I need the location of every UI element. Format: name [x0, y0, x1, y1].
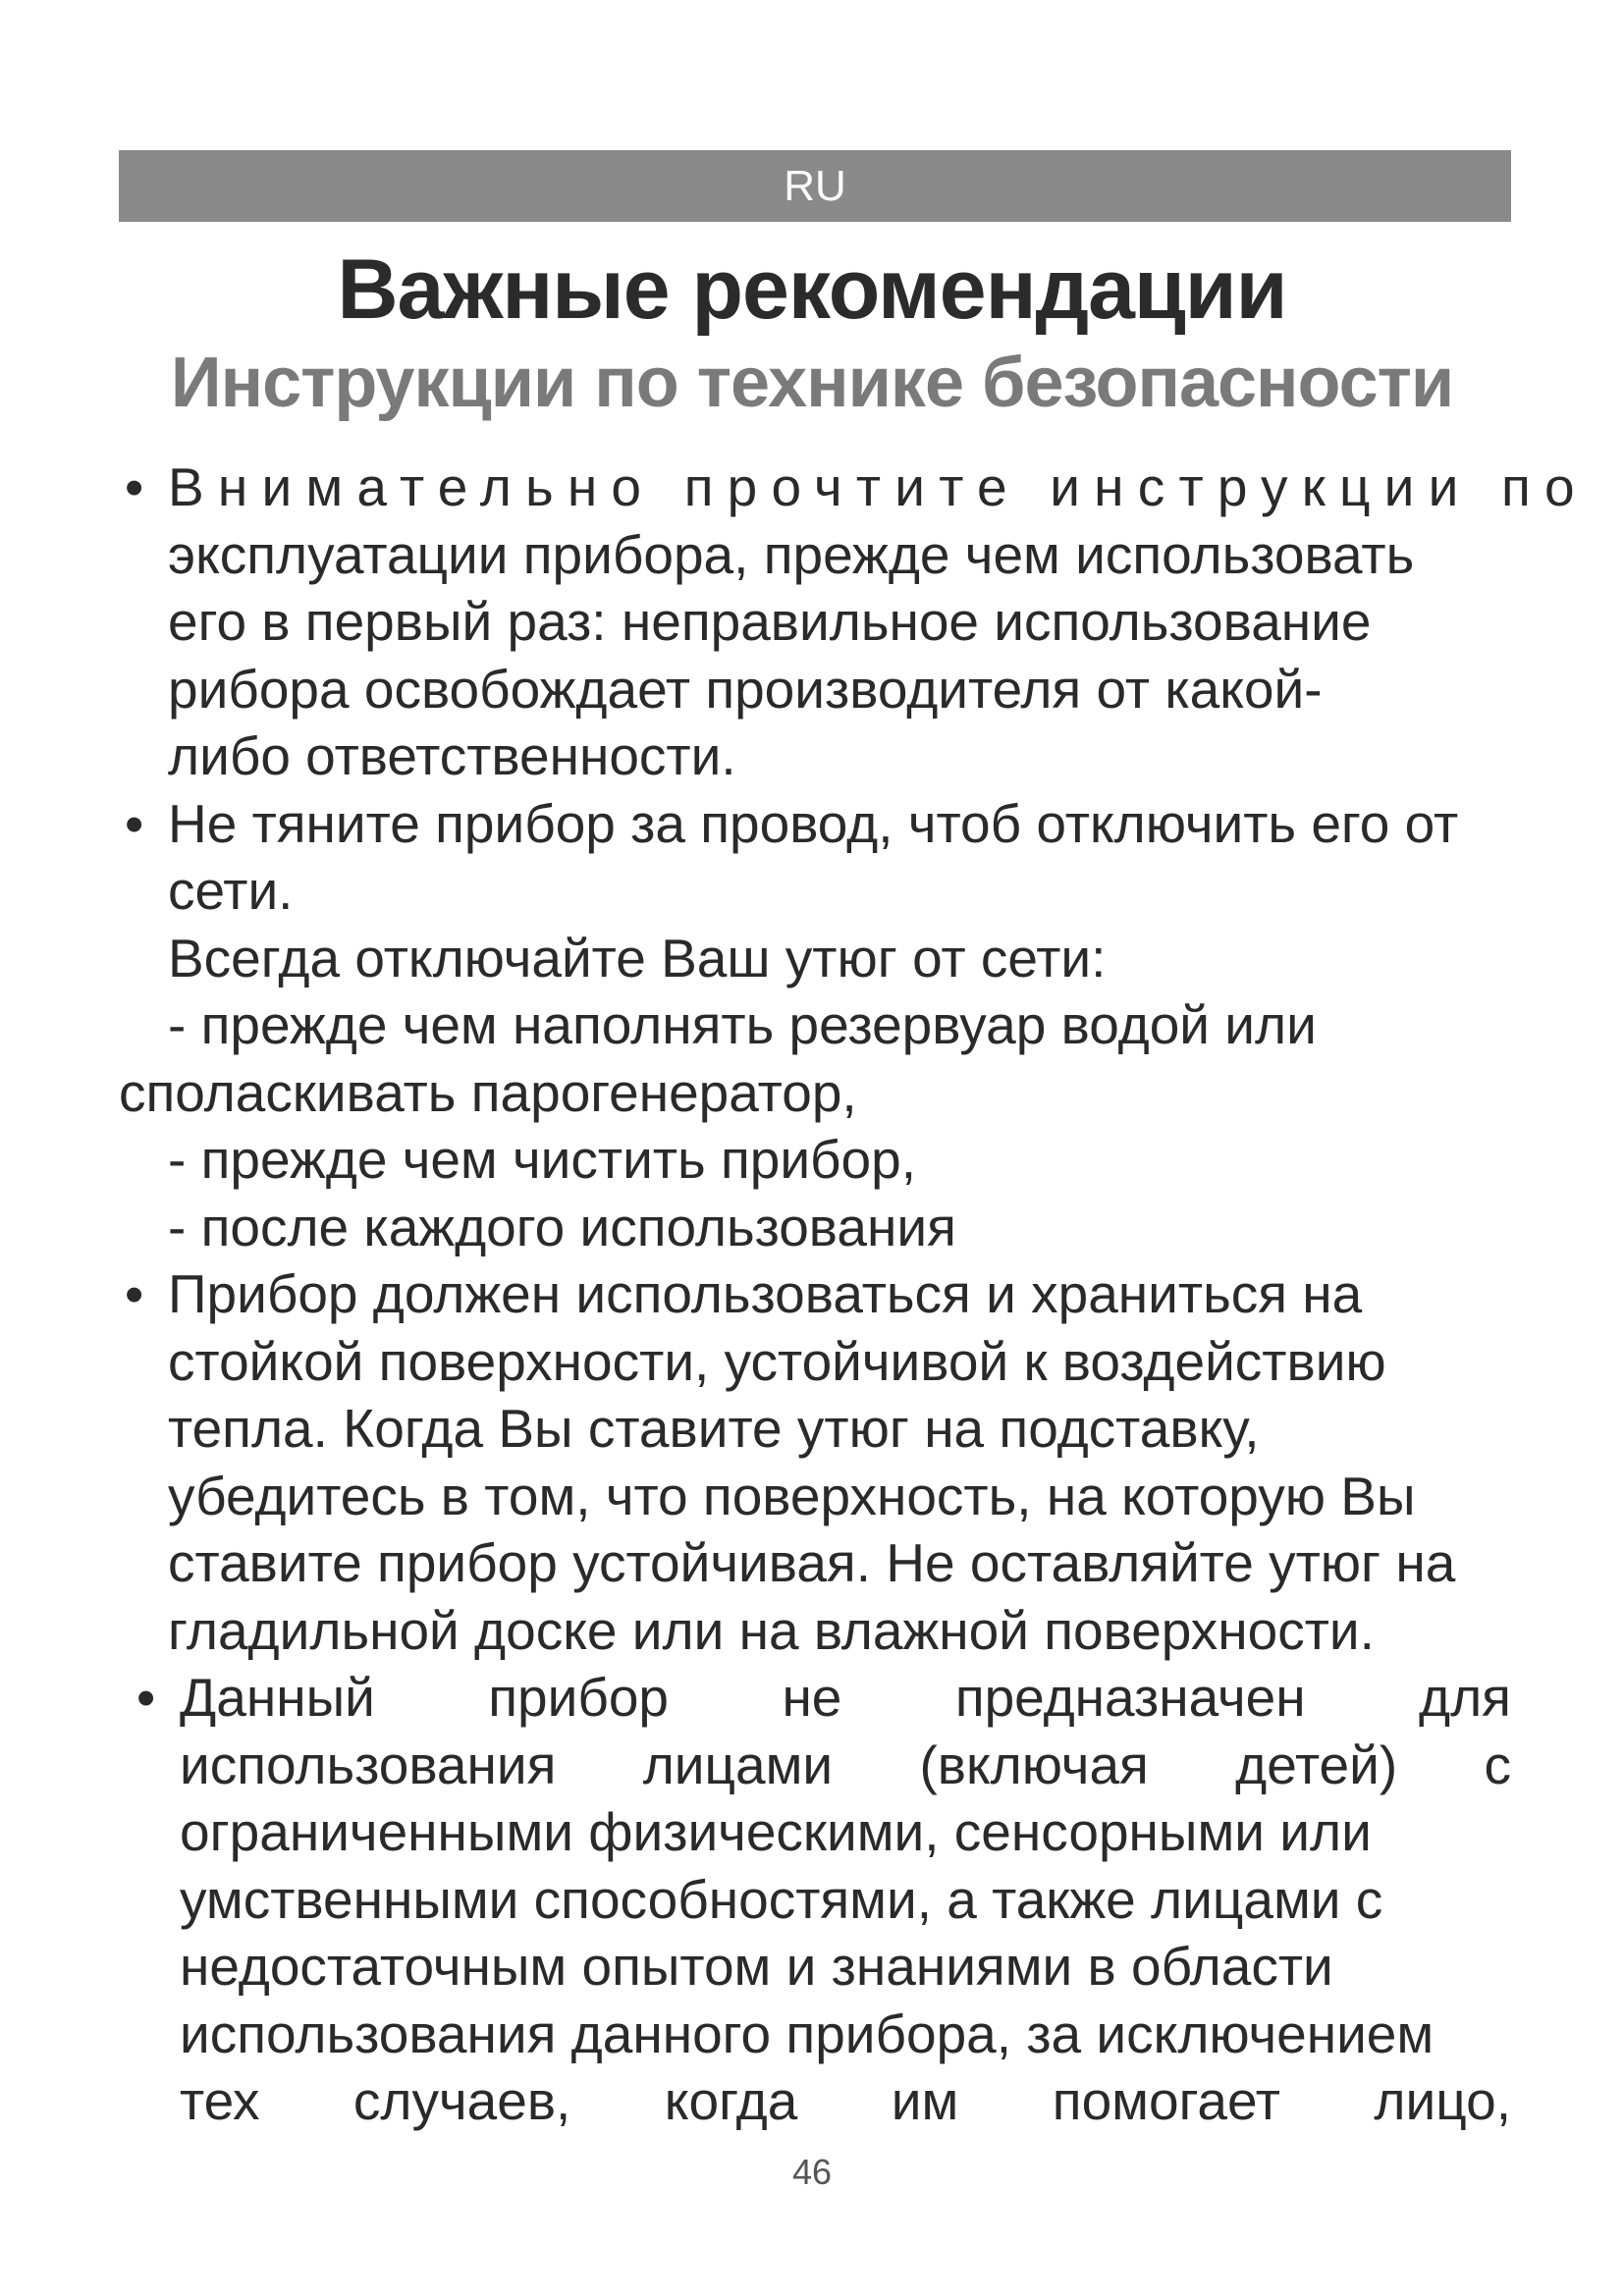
- bullet-icon: •: [125, 456, 158, 517]
- bullet-4-line-7: тех случаев, когда им помогает лицо,: [180, 2070, 1511, 2131]
- bullet-1-line-4: рибора освобождает производителя от какой-: [168, 658, 1323, 720]
- bullet-4-line-4: умственными способностями, а также лицами с: [180, 1868, 1383, 1930]
- bullet-4-line-3: ограниченными физическими, сенсорными или: [180, 1801, 1372, 1862]
- unplug-item-1: - прежде чем наполнять резервуар водой или: [168, 994, 1317, 1055]
- bullet-3-line-1: • Прибор должен использоваться и храниться на: [119, 1260, 1592, 1328]
- unplug-intro: Всегда отключайте Ваш утюг от сети:: [168, 927, 1107, 988]
- unplug-item-3: - после каждого использования: [168, 1196, 956, 1257]
- bullet-icon: •: [136, 1667, 156, 1728]
- bullet-1-line-5: либо ответственности.: [168, 725, 736, 786]
- bullet-3-line-2: стойкой поверхности, устойчивой к воздействию: [168, 1330, 1386, 1392]
- bullet-4-line-5: недостаточным опытом и знаниями в области: [180, 1936, 1333, 1997]
- bullet-4-line-2: использования лицами (включая детей) с: [180, 1734, 1511, 1795]
- bullet-1-line-3: его в первый раз: неправильное использование: [168, 591, 1372, 652]
- bullet-1-line-2: эксплуатации прибора, прежде чем использовать: [168, 523, 1415, 585]
- bullet-icon: •: [125, 1263, 144, 1324]
- bullet-2-line-1: • Не тяните прибор за провод, чтоб отключить его от: [119, 790, 1592, 858]
- unplug-item-1-continued: споласкивать парогенератор,: [119, 1061, 857, 1123]
- bullet-icon: •: [125, 792, 144, 854]
- bullet-3-line-6: гладильной доске или на влажной поверхности.: [168, 1599, 1375, 1661]
- page-title: Важные рекомендации: [337, 242, 1287, 337]
- language-header-bar: [119, 150, 1511, 222]
- bullet-4-line-1: [119, 1664, 1592, 1732]
- bullet-1-line-1: • Внимательно прочтите инструкции по: [119, 454, 1592, 521]
- bullet-2-line-2: сети.: [168, 860, 294, 921]
- bullet-4-line-6: использования данного прибора, за исключением: [180, 2002, 1435, 2064]
- page-number: 46: [791, 2152, 833, 2192]
- bullet-3-line-5: ставите прибор устойчивая. Не оставляйте утюг на: [168, 1532, 1456, 1593]
- bullet-3-line-4: убедитесь в том, что поверхность, на которую Вы: [168, 1465, 1416, 1526]
- page-subtitle: Инструкции по технике безопасности: [170, 344, 1454, 422]
- language-code: RU: [784, 162, 846, 210]
- unplug-item-2: - прежде чем чистить прибор,: [168, 1129, 916, 1190]
- bullet-4-line-1-words: Данный прибор не предназначен для: [180, 1667, 1511, 1728]
- safety-instructions-body: [119, 454, 1592, 2135]
- bullet-3-line-3: тепла. Когда Вы ставите утюг на подставку,: [168, 1398, 1260, 1459]
